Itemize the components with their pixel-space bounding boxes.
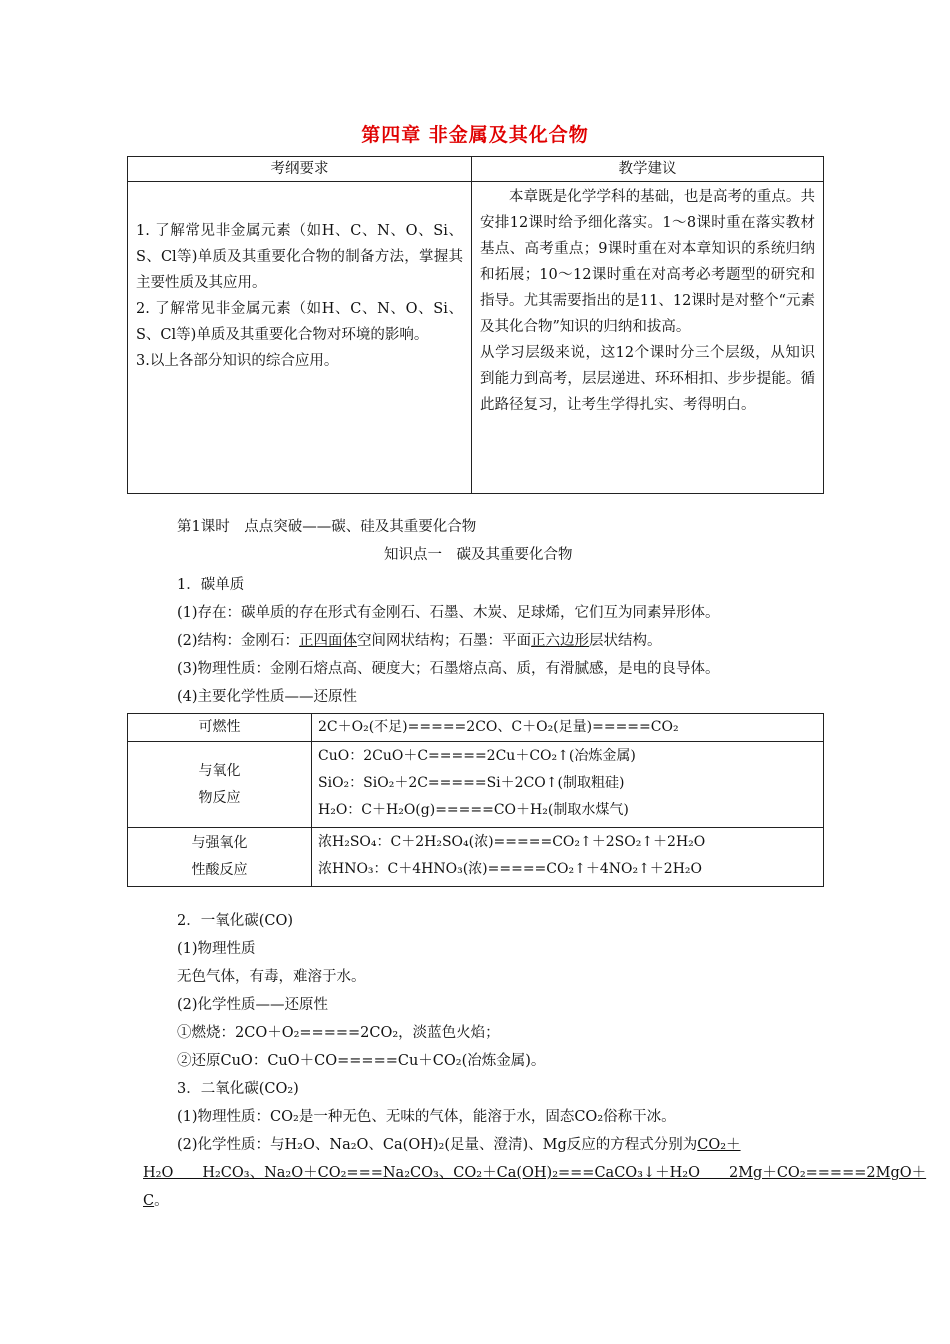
text-segment: 。: [154, 1193, 169, 1209]
answer-blank: CO₂＋: [697, 1137, 741, 1153]
advice-paragraph: 从学习层级来说，这12个课时分三个层级，从知识到能力到高考，层层递进、环环相扣、步步提能。循此路径复习，让考生学得扎实、考得明白。: [480, 345, 815, 413]
section-heading: 3．二氧化碳(CO₂): [177, 1081, 299, 1097]
paragraph: ②还原CuO：CuO＋CO=====Cu＋CO₂(冶炼金属)。: [177, 1053, 546, 1069]
label-line: 与氧化: [198, 762, 241, 779]
header-teaching-advice: 教学建议: [472, 157, 824, 182]
paragraph: (3)物理性质：金刚石熔点高、硬度大；石墨熔点高、质，有滑腻感，是电的良导体。: [177, 661, 720, 677]
paragraph: (2)化学性质——还原性: [177, 997, 329, 1013]
requirement-item: 2. 了解常见非金属元素（如H、C、N、O、Si、S、Cl等)单质及其重要化合物对环境的影响。: [136, 301, 463, 343]
answer-blank: H₂O H₂CO₃、Na₂O＋CO₂===Na₂CO₃、CO₂＋Ca(OH)₂===CaCO₃↓＋H₂O 2Mg＋CO₂=====2MgO＋: [143, 1165, 927, 1181]
text-segment: 空间网状结构；石墨：平面: [357, 633, 532, 649]
header-exam-requirements: 考纲要求: [128, 157, 472, 182]
label-line: 与强氧化: [191, 835, 248, 851]
equation: 浓H₂SO₄：C＋2H₂SO₄(浓)=====CO₂↑＋2SO₂↑＋2H₂O: [318, 834, 706, 850]
row-label: [128, 742, 312, 828]
equation: SiO₂：SiO₂＋2C=====Si＋2CO↑(制取粗硅): [318, 775, 625, 791]
paragraph: 无色气体，有毒，难溶于水。: [177, 969, 366, 985]
section-heading: 2．一氧化碳(CO): [177, 913, 294, 929]
answer-blank: 正四面体: [299, 633, 358, 649]
paragraph: [143, 1163, 926, 1183]
equation-cell: [312, 828, 824, 887]
exam-requirements-cell: [128, 182, 472, 494]
paragraph: ①燃烧：2CO＋O₂=====2CO₂，淡蓝色火焰；: [177, 1025, 500, 1041]
label-line: 性酸反应: [191, 862, 248, 878]
section-heading: 1．碳单质: [177, 577, 245, 593]
answer-blank: 正六边形: [531, 633, 590, 649]
equation-cell: [312, 742, 824, 828]
text-segment: (2)结构：金刚石：: [177, 633, 300, 649]
requirement-item: 1. 了解常见非金属元素（如H、C、N、O、Si、S、Cl等)单质及其重要化合物的制备方法，掌握其主要性质及其应用。: [136, 223, 463, 291]
paragraph: (1)物理性质: [177, 941, 256, 957]
chapter-title: 第四章 非金属及其化合物: [361, 124, 589, 146]
text-segment: 层状结构。: [589, 633, 662, 649]
row-label: [128, 828, 312, 887]
label-line: 物反应: [198, 789, 241, 806]
paragraph: (1)存在：碳单质的存在形式有金刚石、石墨、木炭、足球烯，它们互为同素异形体。: [177, 605, 720, 621]
paragraph: [177, 631, 662, 651]
knowledge-point-title: 知识点一 碳及其重要化合物: [384, 547, 573, 563]
equation: 2C＋O₂(不足)=====2CO、C＋O₂(足量)=====CO₂: [312, 714, 824, 742]
paragraph: (4)主要化学性质——还原性: [177, 689, 358, 705]
text-segment: (2)化学性质：与H₂O、Na₂O、Ca(OH)₂(足量、澄清)、Mg反应的方程式分别为: [177, 1137, 698, 1153]
teaching-advice-cell: [472, 182, 824, 494]
requirement-item: 3.以上各部分知识的综合应用。: [136, 353, 339, 369]
paragraph: [177, 1135, 741, 1155]
equation: 浓HNO₃：C＋4HNO₃(浓)=====CO₂↑＋4NO₂↑＋2H₂O: [318, 861, 703, 877]
row-label: 可燃性: [128, 714, 312, 742]
advice-paragraph: 本章既是化学学科的基础，也是高考的重点。共安排12课时给予细化落实。1～8课时重在落实教材基点、高考重点；9课时重在对本章知识的系统归纳和拓展；10～12课时重在对高考必考题型的研究和指导。尤其需要指出的是11、12课时是对整个“元素及其化合物”知识的归纳和拔高。: [480, 189, 815, 335]
paragraph: [143, 1191, 169, 1211]
reducing-property-table: [127, 713, 824, 887]
equation: H₂O：C＋H₂O(g)=====CO＋H₂(制取水煤气): [318, 802, 629, 818]
equation: CuO：2CuO＋C=====2Cu＋CO₂↑(冶炼金属): [318, 748, 636, 764]
paragraph: (1)物理性质：CO₂是一种无色、无味的气体，能溶于水，固态CO₂俗称干冰。: [177, 1109, 676, 1125]
syllabus-table: [127, 156, 824, 494]
answer-blank: C: [143, 1193, 155, 1209]
lesson-title: 第1课时 点点突破——碳、硅及其重要化合物: [177, 519, 477, 535]
